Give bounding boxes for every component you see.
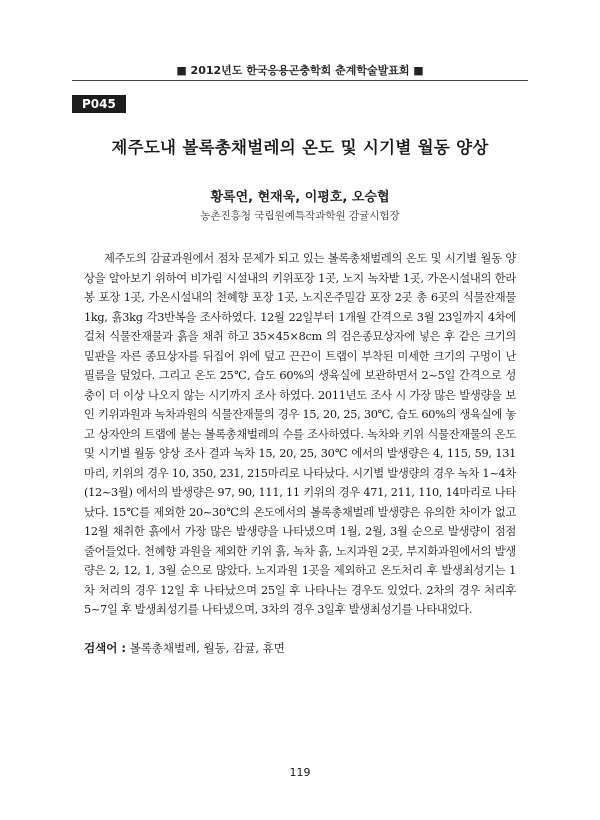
paper-affiliation: 농촌진흥청 국립원예특작과학원 감귤시험장 xyxy=(200,210,400,222)
header-divider xyxy=(72,80,528,81)
paper-authors: 황록연, 현재욱, 이평호, 오승협 xyxy=(210,190,390,205)
keywords-label: 검색어 : xyxy=(84,641,126,655)
running-header: ■ 2012년도 한국응용곤충학회 춘계학술발표회 ■ xyxy=(176,64,424,77)
keywords-line xyxy=(84,640,516,656)
paper-title: 제주도내 볼록총채벌레의 온도 및 시기별 월동 양상 xyxy=(111,138,489,157)
abstract-text: 제주도의 감귤과원에서 점차 문제가 되고 있는 볼록총채벌레의 온도 및 시기별 월동 양상을 알아보기 위하여 비가림 시설내의 키위포장 1곳, 노지 녹차밭 1곳, 가온시설내의 한라봉 포장 1곳, 가온시설내의 천혜향 포장 1곳, 노지온주밀감 포장 2곳 총 6곳의 식물잔재물 1kg, 흙3kg 각3반복을 조사하였다. 12월 22일부터 1개월 간격으로 3월 23일까지 4차에 걸쳐 식물잔재물과 흙을 채취 하고 35×45×8cm 의 검은종묘상자에 넣은 후 같은 크기의 밑판을 자른 종묘상자를 뒤집어 위에 덮고 끈끈이 트랩이 부착된 미세한 크기의 구멍이 난 필름을 덮었다. 그리고 온도 25℃, 습도 60%의 생육실에 보관하면서 2~5일 간격으로 성충이 더 이상 나오지 않는 시기까지 조사 하였다. 2011년도 조사 시 가장 많은 발생량을 보인 키위과원과 녹차과원의 식물잔재물의 경우 15, 20, 25, 30℃, 습도 60%의 생육실에 놓고 상자안의 트랩에 붙는 볼록총채벌레의 수를 조사하였다. 녹차와 키위 식물잔재물의 온도 및 시기별 월동 양상 조사 결과 녹차 15, 20, 25, 30℃ 에서의 발생량은 4, 115, 59, 131마리, 키위의 경우 10, 350, 231, 215마리로 나타났다. 시기별 발생량의 경우 녹차 1~4차(12~3월) 에서의 발생량은 97, 90, 111, 11 키위의 경우 471, 211, 110, 14마리로 나타났다. 15℃를 제외한 20~30℃의 온도에서의 볼록총채벌레 발생량은 유의한 차이가 없고 12월 채취한 흙에서 가장 많은 발생량을 나타냈으며 1월, 2월, 3월 순으로 발생량이 점점 줄어들었다. 천혜향 과원을 제외한 키위 흙, 녹차 흙, 노지과원 2곳, 부지화과원에서의 발생량은 2, 12, 1, 3월 순으로 많았다. 노지과원 1곳을 제외하고 온도처리 후 발생최성기는 1차 처리의 경우 12일 후 나타났으며 25일 후 나타나는 경우도 있었다. 2차의 경우 처리후 5~7일 후 발생최성기를 나타냈으며, 3차의 경우 3일후 발생최성기를 나타내었다. xyxy=(84,252,516,616)
page-number: 119 xyxy=(289,766,311,779)
keywords-values: 볼록총채벌레, 월동, 감귤, 휴면 xyxy=(129,641,285,655)
paper-id-tag: P045 xyxy=(72,95,126,113)
